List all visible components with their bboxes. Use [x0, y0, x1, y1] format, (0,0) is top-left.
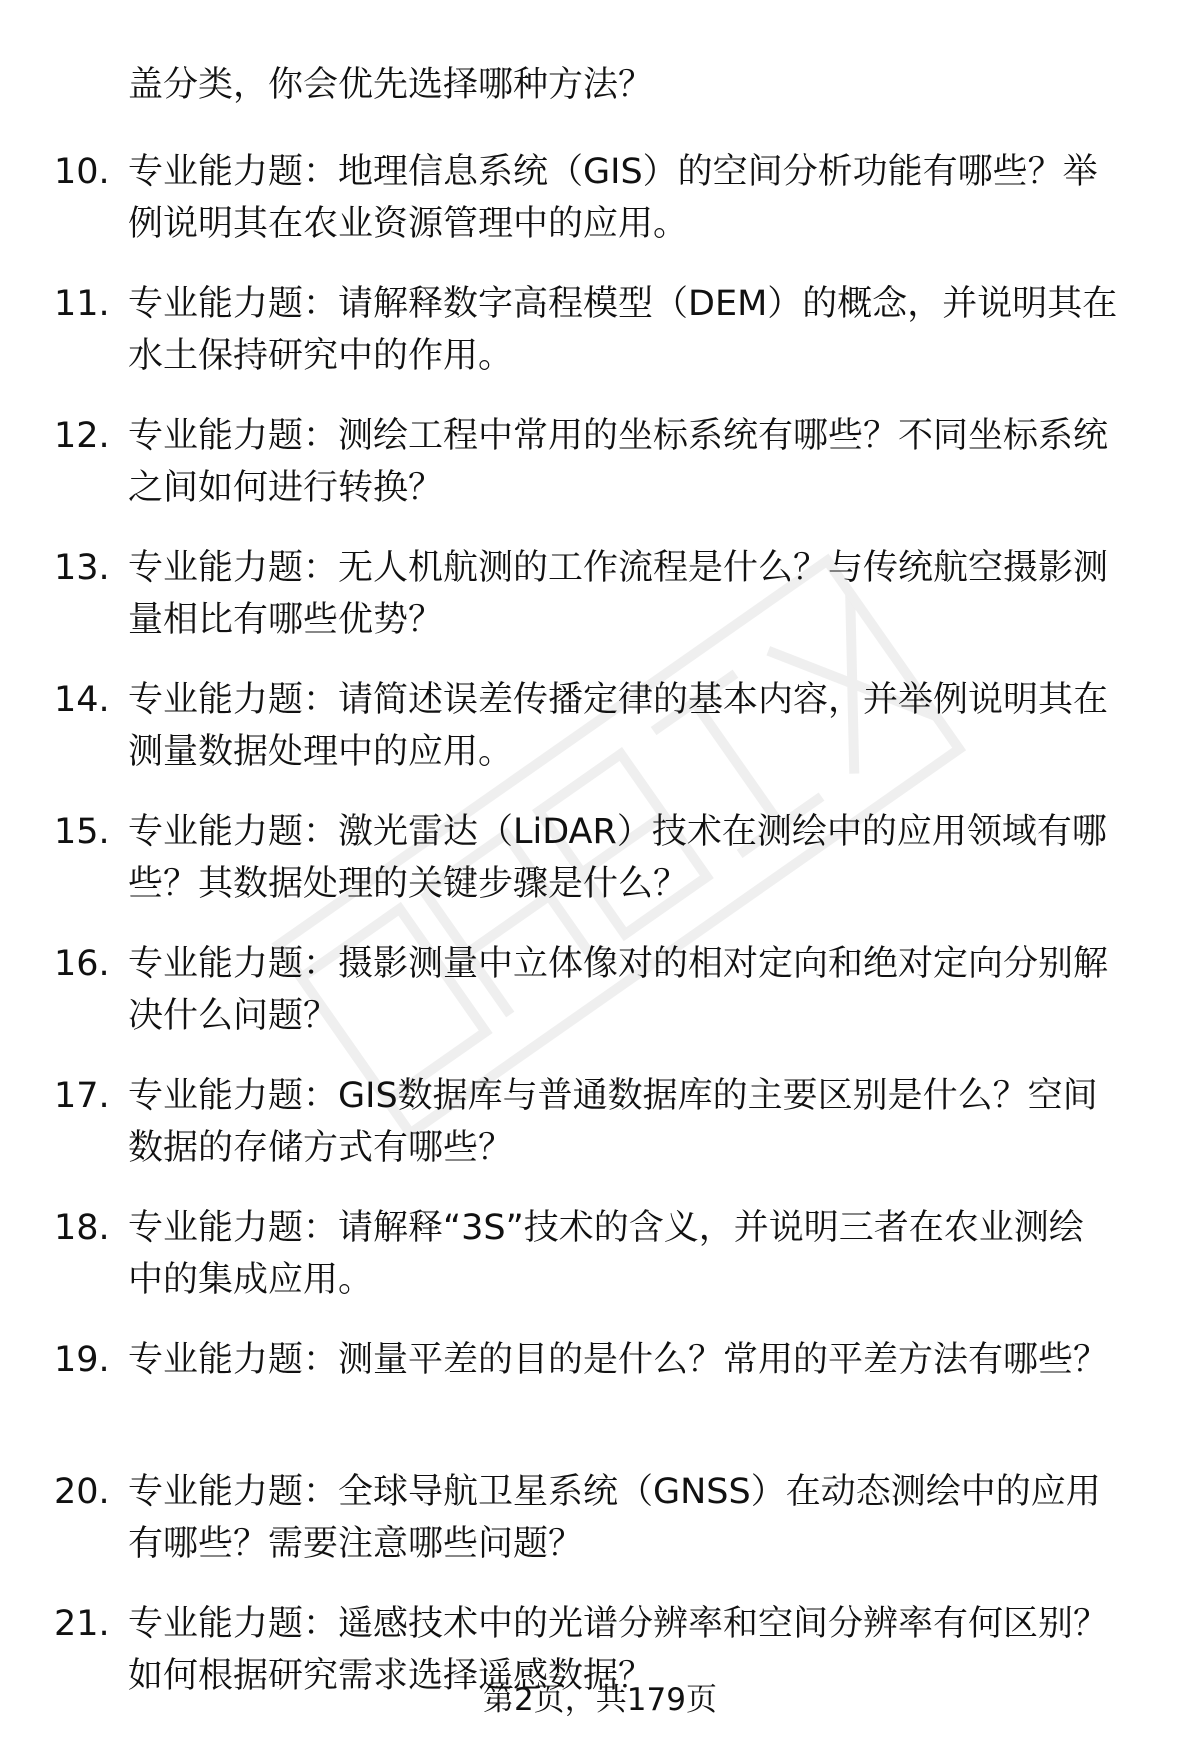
question-number: 17.: [54, 1076, 110, 1116]
question-line: 有哪些？需要注意哪些问题？: [128, 1524, 584, 1564]
question-text: [128, 806, 1160, 910]
question-line: 专业能力题：全球导航卫星系统（GNSS）在动态测绘中的应用: [128, 1472, 1101, 1512]
question-text: [128, 1466, 1160, 1570]
page-footer: 第2页，共179页: [483, 1682, 717, 1718]
question-number: 14.: [54, 680, 110, 720]
question-list: [0, 146, 1200, 1730]
question-line: 数据的存储方式有哪些？: [128, 1128, 514, 1168]
question-line: 专业能力题：无人机航测的工作流程是什么？与传统航空摄影测: [128, 548, 1109, 588]
question-item: [0, 1334, 1200, 1466]
question-line: 水土保持研究中的作用。: [128, 336, 514, 376]
question-item: [0, 1202, 1200, 1334]
question-line: 例说明其在农业资源管理中的应用。: [128, 204, 689, 244]
question-item: [0, 806, 1200, 938]
question-number: 12.: [54, 416, 110, 456]
question-text: [128, 938, 1160, 1042]
question-line: 专业能力题：激光雷达（LiDAR）技术在测绘中的应用领域有哪: [128, 812, 1107, 852]
question-item: [0, 938, 1200, 1070]
question-item: [0, 146, 1200, 278]
question-line: 测量数据处理中的应用。: [128, 732, 514, 772]
question-text: [128, 410, 1160, 514]
question-number: 21.: [54, 1604, 110, 1644]
question-text: [128, 146, 1160, 250]
question-number: 13.: [54, 548, 110, 588]
question-item: [0, 1466, 1200, 1598]
question-line: 决什么问题？: [128, 996, 339, 1036]
question-text: [128, 278, 1160, 382]
question-text: [128, 1334, 1160, 1386]
question-number: 11.: [54, 284, 110, 324]
question-line: 专业能力题：遥感技术中的光谱分辨率和空间分辨率有何区别？: [128, 1604, 1109, 1644]
question-item: [0, 1070, 1200, 1202]
continued-question-text: 盖分类，你会优先选择哪种方法？: [128, 65, 654, 105]
question-line: 专业能力题：请简述误差传播定律的基本内容，并举例说明其在: [128, 680, 1109, 720]
question-line: 专业能力题：地理信息系统（GIS）的空间分析功能有哪些？举: [128, 152, 1098, 192]
question-line: 专业能力题：摄影测量中立体像对的相对定向和绝对定向分别解: [128, 944, 1109, 984]
question-text: [128, 1070, 1160, 1174]
question-item: [0, 542, 1200, 674]
question-line: 些？其数据处理的关键步骤是什么？: [128, 864, 689, 904]
question-line: 专业能力题：请解释数字高程模型（DEM）的概念，并说明其在: [128, 284, 1118, 324]
question-text: [128, 674, 1160, 778]
question-line: 之间如何进行转换？: [128, 468, 444, 508]
question-text: [128, 542, 1160, 646]
question-line: 专业能力题：测绘工程中常用的坐标系统有哪些？不同坐标系统: [128, 416, 1109, 456]
question-number: 15.: [54, 812, 110, 852]
question-number: 10.: [54, 152, 110, 192]
question-line: 中的集成应用。: [128, 1260, 374, 1300]
question-line: 专业能力题：请解释“3S”技术的含义，并说明三者在农业测绘: [128, 1208, 1084, 1248]
question-line: 专业能力题：测量平差的目的是什么？常用的平差方法有哪些？: [128, 1340, 1109, 1380]
question-text: [128, 1202, 1160, 1306]
question-item: [0, 278, 1200, 410]
question-item: [0, 674, 1200, 806]
question-item: [0, 410, 1200, 542]
question-line: 如何根据研究需求选择遥感数据？: [128, 1656, 654, 1696]
question-line: 量相比有哪些优势？: [128, 600, 444, 640]
question-number: 18.: [54, 1208, 110, 1248]
question-number: 20.: [54, 1472, 110, 1512]
question-number: 19.: [54, 1340, 110, 1380]
question-number: 16.: [54, 944, 110, 984]
question-line: 专业能力题：GIS数据库与普通数据库的主要区别是什么？空间: [128, 1076, 1098, 1116]
